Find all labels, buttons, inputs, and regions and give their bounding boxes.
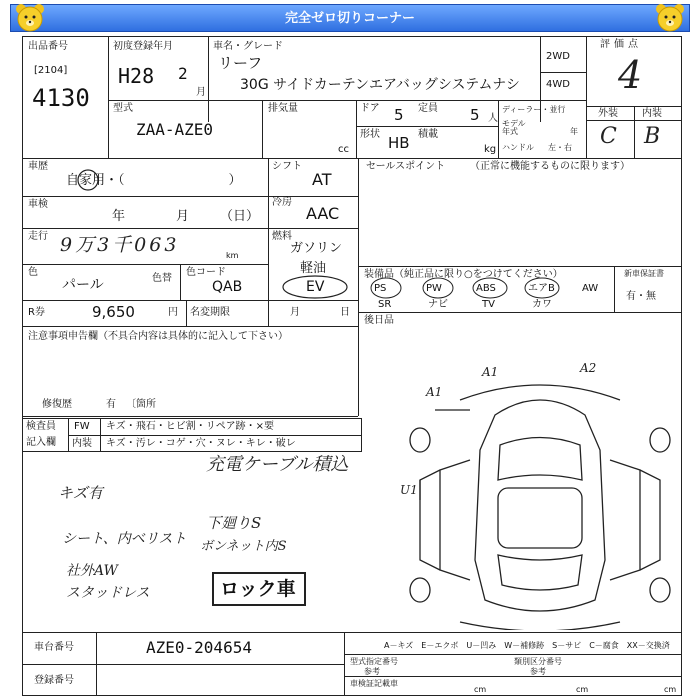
- shift-value: AT: [312, 170, 332, 189]
- registration-label: 初度登録年月: [113, 41, 173, 52]
- int-row-text: キズ・汚レ・コゲ・穴・ヌレ・キレ・破レ: [106, 438, 296, 449]
- ext-value: C: [600, 124, 617, 149]
- color-code-value: QAB: [212, 279, 243, 295]
- ext-label: 外装: [598, 108, 618, 119]
- fuel-opt1: ガソリン: [290, 241, 343, 256]
- grade-score-value: 4: [618, 53, 643, 97]
- grade-score-label: 評価点: [600, 39, 642, 50]
- shift-label: シフト: [272, 161, 302, 172]
- dealer-label: ディーラー・並行: [502, 105, 566, 114]
- fw-text: キズ・飛石・ヒビ割・リペア跡・×要: [106, 421, 274, 432]
- header-title: 完全ゼロ切りコーナー: [284, 11, 415, 26]
- cm-3: cm: [664, 685, 677, 694]
- displacement-unit: cc: [338, 144, 349, 155]
- capacity-unit: 人: [488, 113, 498, 124]
- sales-points-label: セールスポイント: [366, 161, 446, 172]
- capacity-value: 5: [470, 106, 480, 124]
- car-name-label: 車名・グレード: [213, 41, 283, 52]
- handwritten-aw: 社外AW: [66, 563, 118, 579]
- color-code-label: 色コード: [186, 267, 226, 278]
- cm-1: cm: [474, 685, 487, 694]
- history-value: 自家用・（ ）: [66, 173, 242, 188]
- mileage-unit: km: [226, 251, 239, 260]
- transfer-label: 名変期限: [190, 307, 230, 318]
- car-damage-diagram: [400, 360, 680, 630]
- mileage-label: 走行: [28, 231, 48, 242]
- reg-number-label: 登録番号: [34, 675, 74, 686]
- handwritten-scratch: キズ有: [58, 484, 103, 502]
- ref-label-2: 参考: [530, 667, 546, 676]
- history-circle: [76, 168, 100, 192]
- model-label: 型式: [113, 103, 133, 114]
- fuel-value: EV: [306, 279, 325, 295]
- color-change-label: 色替: [152, 273, 172, 284]
- car-grade: 30G サイドカーテンエアバッグシステムナシ: [240, 77, 520, 93]
- int-label: 内装: [642, 108, 662, 119]
- registration-year: H28: [118, 64, 155, 88]
- equipment-circles: [364, 276, 594, 300]
- chassis-label: 車台番号: [34, 642, 74, 653]
- int-value: B: [644, 124, 661, 149]
- int-row-label: 内装: [72, 438, 92, 449]
- inspection-label: 車検: [28, 199, 48, 210]
- recycle-label: R券: [28, 307, 45, 318]
- transfer-day-unit: 日: [340, 307, 350, 318]
- diagram-u1: U1: [400, 483, 418, 497]
- doors-label: ドア: [360, 103, 380, 114]
- equip-leather: カワ: [532, 299, 552, 310]
- shape-label: 形状: [360, 129, 380, 140]
- equip-abs: ABS: [476, 283, 496, 294]
- handle-value: 左・右: [548, 143, 572, 152]
- repair-label: 修復歴: [42, 399, 72, 410]
- equipment-label: 装備品（純正品に限り○をつけてください）: [364, 269, 563, 280]
- capacity-label: 定員: [418, 103, 438, 114]
- color-label: 色: [28, 267, 38, 278]
- lot-label: 出品番号: [28, 41, 68, 52]
- handle-label: ハンドル: [502, 143, 534, 152]
- diagram-a2: A2: [580, 361, 597, 375]
- drive-4wd: 4WD: [546, 79, 570, 90]
- rear-seat-label: 後日品: [364, 315, 394, 326]
- recycle-value: 9,650: [92, 303, 135, 321]
- lot-number: 4130: [32, 84, 90, 112]
- diagram-a1-top: A1: [482, 365, 499, 379]
- doors-value: 5: [394, 106, 404, 124]
- aircon-label: 冷房: [272, 197, 292, 208]
- bear-mascot-icon: [14, 2, 46, 34]
- load-label: 積載: [418, 129, 438, 140]
- diagram-a1-left: A1: [426, 385, 443, 399]
- handwritten-underbody: 下廻りS: [206, 514, 262, 532]
- handwritten-studless: スタッドレス: [66, 585, 150, 601]
- lock-stamp-text: ロック車: [220, 578, 296, 600]
- type-spec-label: 型式指定番号: [350, 657, 398, 666]
- model-year-unit: 年: [570, 127, 578, 136]
- registration-month: 2: [178, 64, 188, 83]
- transfer-month-unit: 月: [290, 307, 300, 318]
- chassis-value: AZE0-204654: [146, 638, 252, 657]
- equip-navi: ナビ: [428, 299, 448, 310]
- ref-label-1: 参考: [364, 667, 380, 676]
- car-name: リーフ: [218, 54, 263, 72]
- equip-tv: TV: [482, 299, 495, 310]
- inspection-year-unit: 年: [112, 209, 126, 224]
- handwritten-cable: 充電ケーブル積込: [206, 454, 349, 475]
- lot-sub-code: [2104]: [34, 65, 68, 76]
- aircon-value: AAC: [306, 204, 340, 223]
- color-value: パール: [62, 277, 104, 293]
- fuel-label: 燃料: [272, 231, 292, 242]
- cm-2: cm: [576, 685, 589, 694]
- drive-2wd: 2WD: [546, 51, 570, 62]
- recycle-unit: 円: [168, 307, 178, 318]
- handwritten-seat: シート、内ベリスト: [62, 531, 187, 547]
- mileage-value: 9万3千063: [60, 234, 180, 256]
- cert-label: 車検証記載車: [350, 679, 398, 688]
- lock-stamp: [212, 572, 306, 606]
- inspection-month-unit: 月: [176, 209, 190, 224]
- model-value: ZAA-AZE0: [136, 120, 214, 139]
- registration-month-unit: 月: [196, 87, 206, 98]
- fuel-circle: [280, 274, 350, 300]
- equip-aw: AW: [582, 283, 599, 294]
- equip-ps: PS: [374, 283, 387, 294]
- class-spec-label: 類別区分番号: [514, 657, 562, 666]
- fuel-opt2: 軽油: [300, 261, 327, 276]
- warranty-value: 有・無: [626, 291, 656, 302]
- model-year-label: モデル年式: [502, 119, 526, 136]
- repair-location-label: 〔箇所: [126, 399, 156, 410]
- bear-mascot-icon: [654, 2, 686, 34]
- header-bar: [10, 4, 690, 32]
- equip-sr: SR: [378, 299, 392, 310]
- load-unit: kg: [484, 144, 497, 155]
- notes-label: 注意事項申告欄（不具合内容は具体的に記入して下さい）: [28, 331, 288, 342]
- sales-points-note: （正常に機能するものに限ります）: [470, 161, 630, 172]
- history-label: 車歴: [28, 161, 48, 172]
- legend-text: A－キズ E－エクボ U－凹み W－補修跡 S－サビ C－腐食 XX－交換済: [384, 641, 670, 650]
- inspection-day-unit: （日）: [220, 209, 260, 224]
- inspector-label: 検査員: [26, 421, 56, 432]
- repair-value: 有: [106, 399, 116, 410]
- equip-pw: PW: [426, 283, 442, 294]
- handwritten-hood: ボンネット内S: [200, 539, 287, 554]
- shape-value: HB: [388, 134, 410, 152]
- warranty-label: 新車保証書: [624, 269, 664, 278]
- entry-label: 記入欄: [26, 437, 56, 448]
- equip-airbag: エアB: [528, 283, 555, 294]
- displacement-label: 排気量: [268, 103, 298, 114]
- fw-label: FW: [74, 421, 90, 432]
